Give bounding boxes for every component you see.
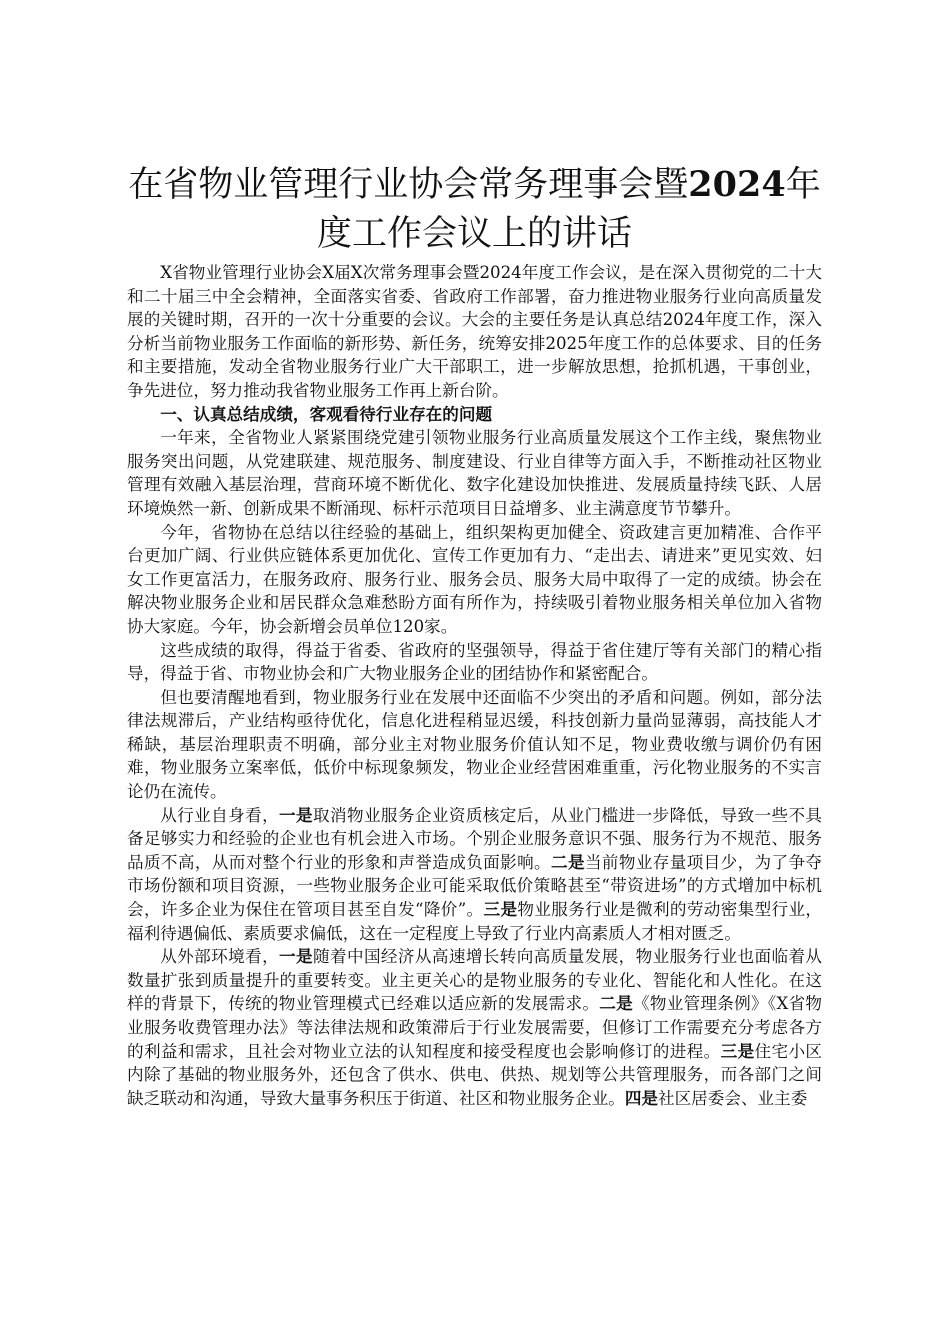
text-run: 取消物业服务企业资质核定后，从业门槛进一步降低，导致一些不具备足够实力和经验的企业也有机会进入市场。个别企业服务意识不强、服务行为不规范、服务品质不高，从而对整个行业的形象和声誉造成负面影响。 — [127, 805, 823, 872]
title-line1-end: 年 — [785, 165, 821, 205]
bold-marker: 四是 — [624, 1087, 658, 1108]
paragraph-problems: 但也要清醒地看到，物业服务行业在发展中还面临不少突出的矛盾和问题。例如，部分法律法规滞后，产业结构亟待优化，信息化进程稍显迟缓，科技创新力量尚显薄弱，高技能人才稀缺，基层治理职责不明确，部分业主对物业服务价值认知不足，物业费收缴与调价仍有困难，物业服务立案率低，低价中标现象频发，物业企业经营困难重重，污化物业服务的不实言论仍在流传。 — [127, 687, 822, 802]
document-page — [127, 160, 822, 1110]
text-run: 社区居委会、业主委 — [658, 1088, 808, 1108]
paragraph-industry-itself — [127, 804, 822, 946]
paragraph-this-year: 今年，省物协在总结以往经验的基础上，组织架构更加健全、资政建言更加精准、合作平台更加广阔、行业供应链体系更加优化、宣传工作更加有力、“走出去、请进来”更见实效、妇女工作更富活力，在服务政府、服务行业、服务会员、服务大局中取得了一定的成绩。协会在解决物业服务企业和居民群众急难愁盼方面有所作为，持续吸引着物业服务相关单位加入省物协大家庭。今年，协会新增会员单位120家。 — [127, 522, 822, 636]
text-run: 随着中国经济从高速增长转向高质量发展，物业服务行业也面临着从数量扩张到质量提升的重要转变。业主更关心的是物业服务的专业化、智能化和人性化。在这样的背景下，传统的物业管理模式已经难以适应新的发展需求。 — [127, 947, 823, 1014]
text-run: 《物业管理条例》《X省物业服务收费管理办法》等法律法规和政策滞后于行业发展需要，但修订工作需要充分考虑各方的利益和需求，且社会对物业立法的认知程度和接受程度也会影响修订的进程。 — [127, 994, 823, 1061]
paragraph-achievements: 一年来，全省物业人紧紧围绕党建引领物业服务行业高质量发展这个工作主线，聚焦物业服务突出问题，从党建联建、规范服务、制度建设、行业自律等方面入手，不断推动社区物业管理有效融入基层治理，营商环境不断优化、数字化建设加快推进、发展质量持续飞跃、人居环境焕然一新、创新成果不断涌现、标杆示范项目日益增多、业主满意度节节攀升。 — [127, 428, 822, 518]
title-year: 2024 — [688, 164, 786, 205]
bold-marker: 三是 — [720, 1040, 755, 1061]
document-title — [127, 160, 822, 259]
bold-marker: 一是 — [279, 804, 314, 825]
bold-marker: 二是 — [551, 851, 585, 872]
bold-marker: 三是 — [483, 899, 518, 920]
paragraph-credit: 这些成绩的取得，得益于省委、省政府的坚强领导，得益于省住建厅等有关部门的精心指导，得益于省、市物业协会和广大物业服务企业的团结协作和紧密配合。 — [127, 640, 822, 684]
bold-marker: 二是 — [599, 993, 633, 1014]
document-body — [127, 261, 822, 1110]
paragraph-external-environment — [127, 945, 822, 1110]
text-run: 物业服务行业是微利的劳动密集型行业，福利待遇偏低、素质要求偏低，这在一定程度上导致了行业内高素质人才相对匮乏。 — [127, 900, 823, 943]
text-run: 当前物业存量项目少，为了争夺市场份额和项目资源，一些物业服务企业可能采取低价策略甚至“带资进场”的方式增加中标机会，许多企业为保住在管项目甚至自发“降价”。 — [127, 852, 823, 920]
title-line2: 度工作会议上的讲话 — [316, 214, 632, 254]
text-run: 住宅小区内除了基础的物业服务外，还包含了供水、供电、供热、规划等公共管理服务，而各部门之间缺乏联动和沟通，导致大量事务积压于街道、社区和物业服务企业。 — [127, 1041, 823, 1108]
text-run: 从行业自身看， — [160, 805, 280, 825]
title-line1: 在省物业管理行业协会常务理事会暨 — [128, 165, 689, 205]
bold-marker: 一是 — [279, 946, 314, 967]
paragraph-intro: X省物业管理行业协会X届X次常务理事会暨2024年度工作会议，是在深入贯彻党的二十大和二十届三中全会精神，全面落实省委、省政府工作部署，奋力推进物业服务行业向高质量发展的关键时期，召开的一次十分重要的会议。大会的主要任务是认真总结2024年度工作，深入分析当前物业服务工作面临的新形势、新任务，统筹安排2025年度工作的总体要求、目的任务和主要措施，发动全省物业服务行业广大干部职工，进一步解放思想，抢抓机遇，干事创业，争先进位，努力推动我省物业服务工作再上新台阶。 — [127, 263, 822, 400]
section-heading-1: 一、认真总结成绩，客观看待行业存在的问题 — [160, 403, 493, 424]
text-run: 从外部环境看， — [160, 947, 280, 967]
